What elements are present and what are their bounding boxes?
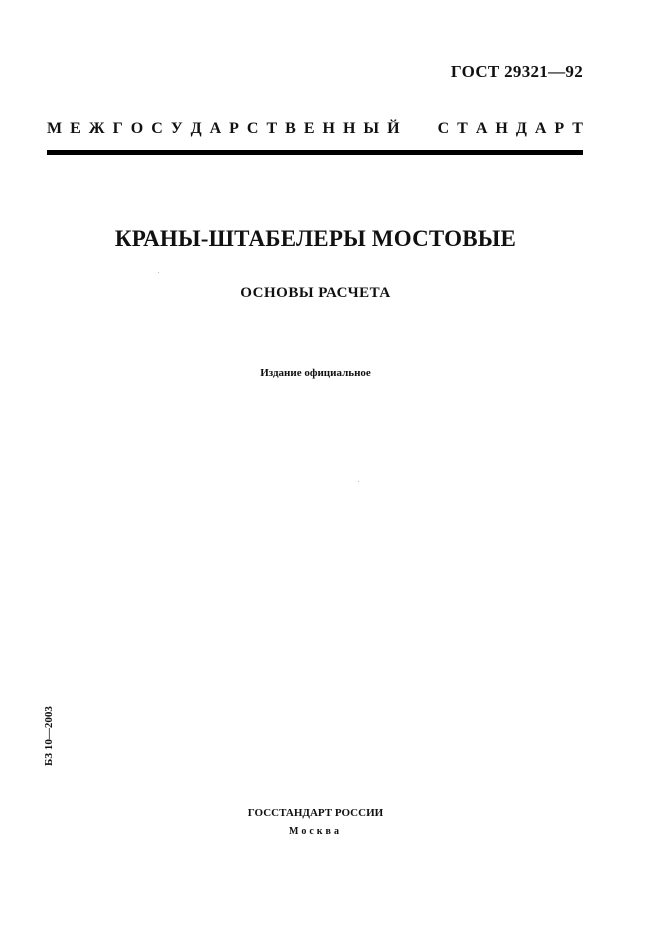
banner-letter: А (475, 120, 488, 137)
banner-letter: О (130, 120, 144, 137)
banner-letter: Т (266, 120, 278, 137)
banner-letter: Ы (363, 120, 380, 137)
banner-letter: Н (322, 120, 335, 137)
banner-letter: Н (342, 120, 356, 137)
banner-letter: В (285, 120, 296, 137)
banner-letter: Й (387, 120, 400, 137)
banner-letter: С (246, 120, 259, 137)
banner-letter: У (170, 120, 183, 137)
banner-letter: Н (495, 120, 508, 137)
standard-banner (47, 118, 583, 140)
banner-letter: Г (112, 120, 123, 137)
publisher: ГОССТАНДАРТ РОССИИ (247, 807, 384, 819)
banner-letter: Е (303, 120, 315, 137)
banner-letter: А (209, 120, 222, 137)
banner-letter: Е (70, 120, 81, 137)
banner-letter: М (47, 120, 63, 137)
banner-letter: Т (457, 120, 468, 137)
document-subtitle: ОСНОВЫ РАСЧЕТА (240, 285, 391, 301)
document-title: КРАНЫ-ШТАБЕЛЕРЫ МОСТОВЫЕ (114, 226, 517, 251)
city: Москва (289, 826, 342, 837)
banner-letter: Р (229, 120, 239, 137)
scan-speck (158, 272, 159, 273)
scan-speck (358, 481, 359, 482)
banner-letter: Д (190, 120, 202, 137)
gost-number: ГОСТ 29321—92 (450, 62, 583, 81)
side-code: БЗ 10—2003 (43, 706, 55, 766)
banner-letter: А (534, 120, 547, 137)
banner-letter: С (151, 120, 163, 137)
banner-letter: С (437, 120, 450, 137)
banner-letter: Д (515, 120, 527, 137)
banner-letter: Т (572, 120, 583, 137)
header-rule (47, 150, 583, 155)
banner-letter: Ж (88, 120, 105, 137)
edition-note: Издание официальное (260, 367, 371, 379)
banner-letter: Р (554, 120, 565, 137)
